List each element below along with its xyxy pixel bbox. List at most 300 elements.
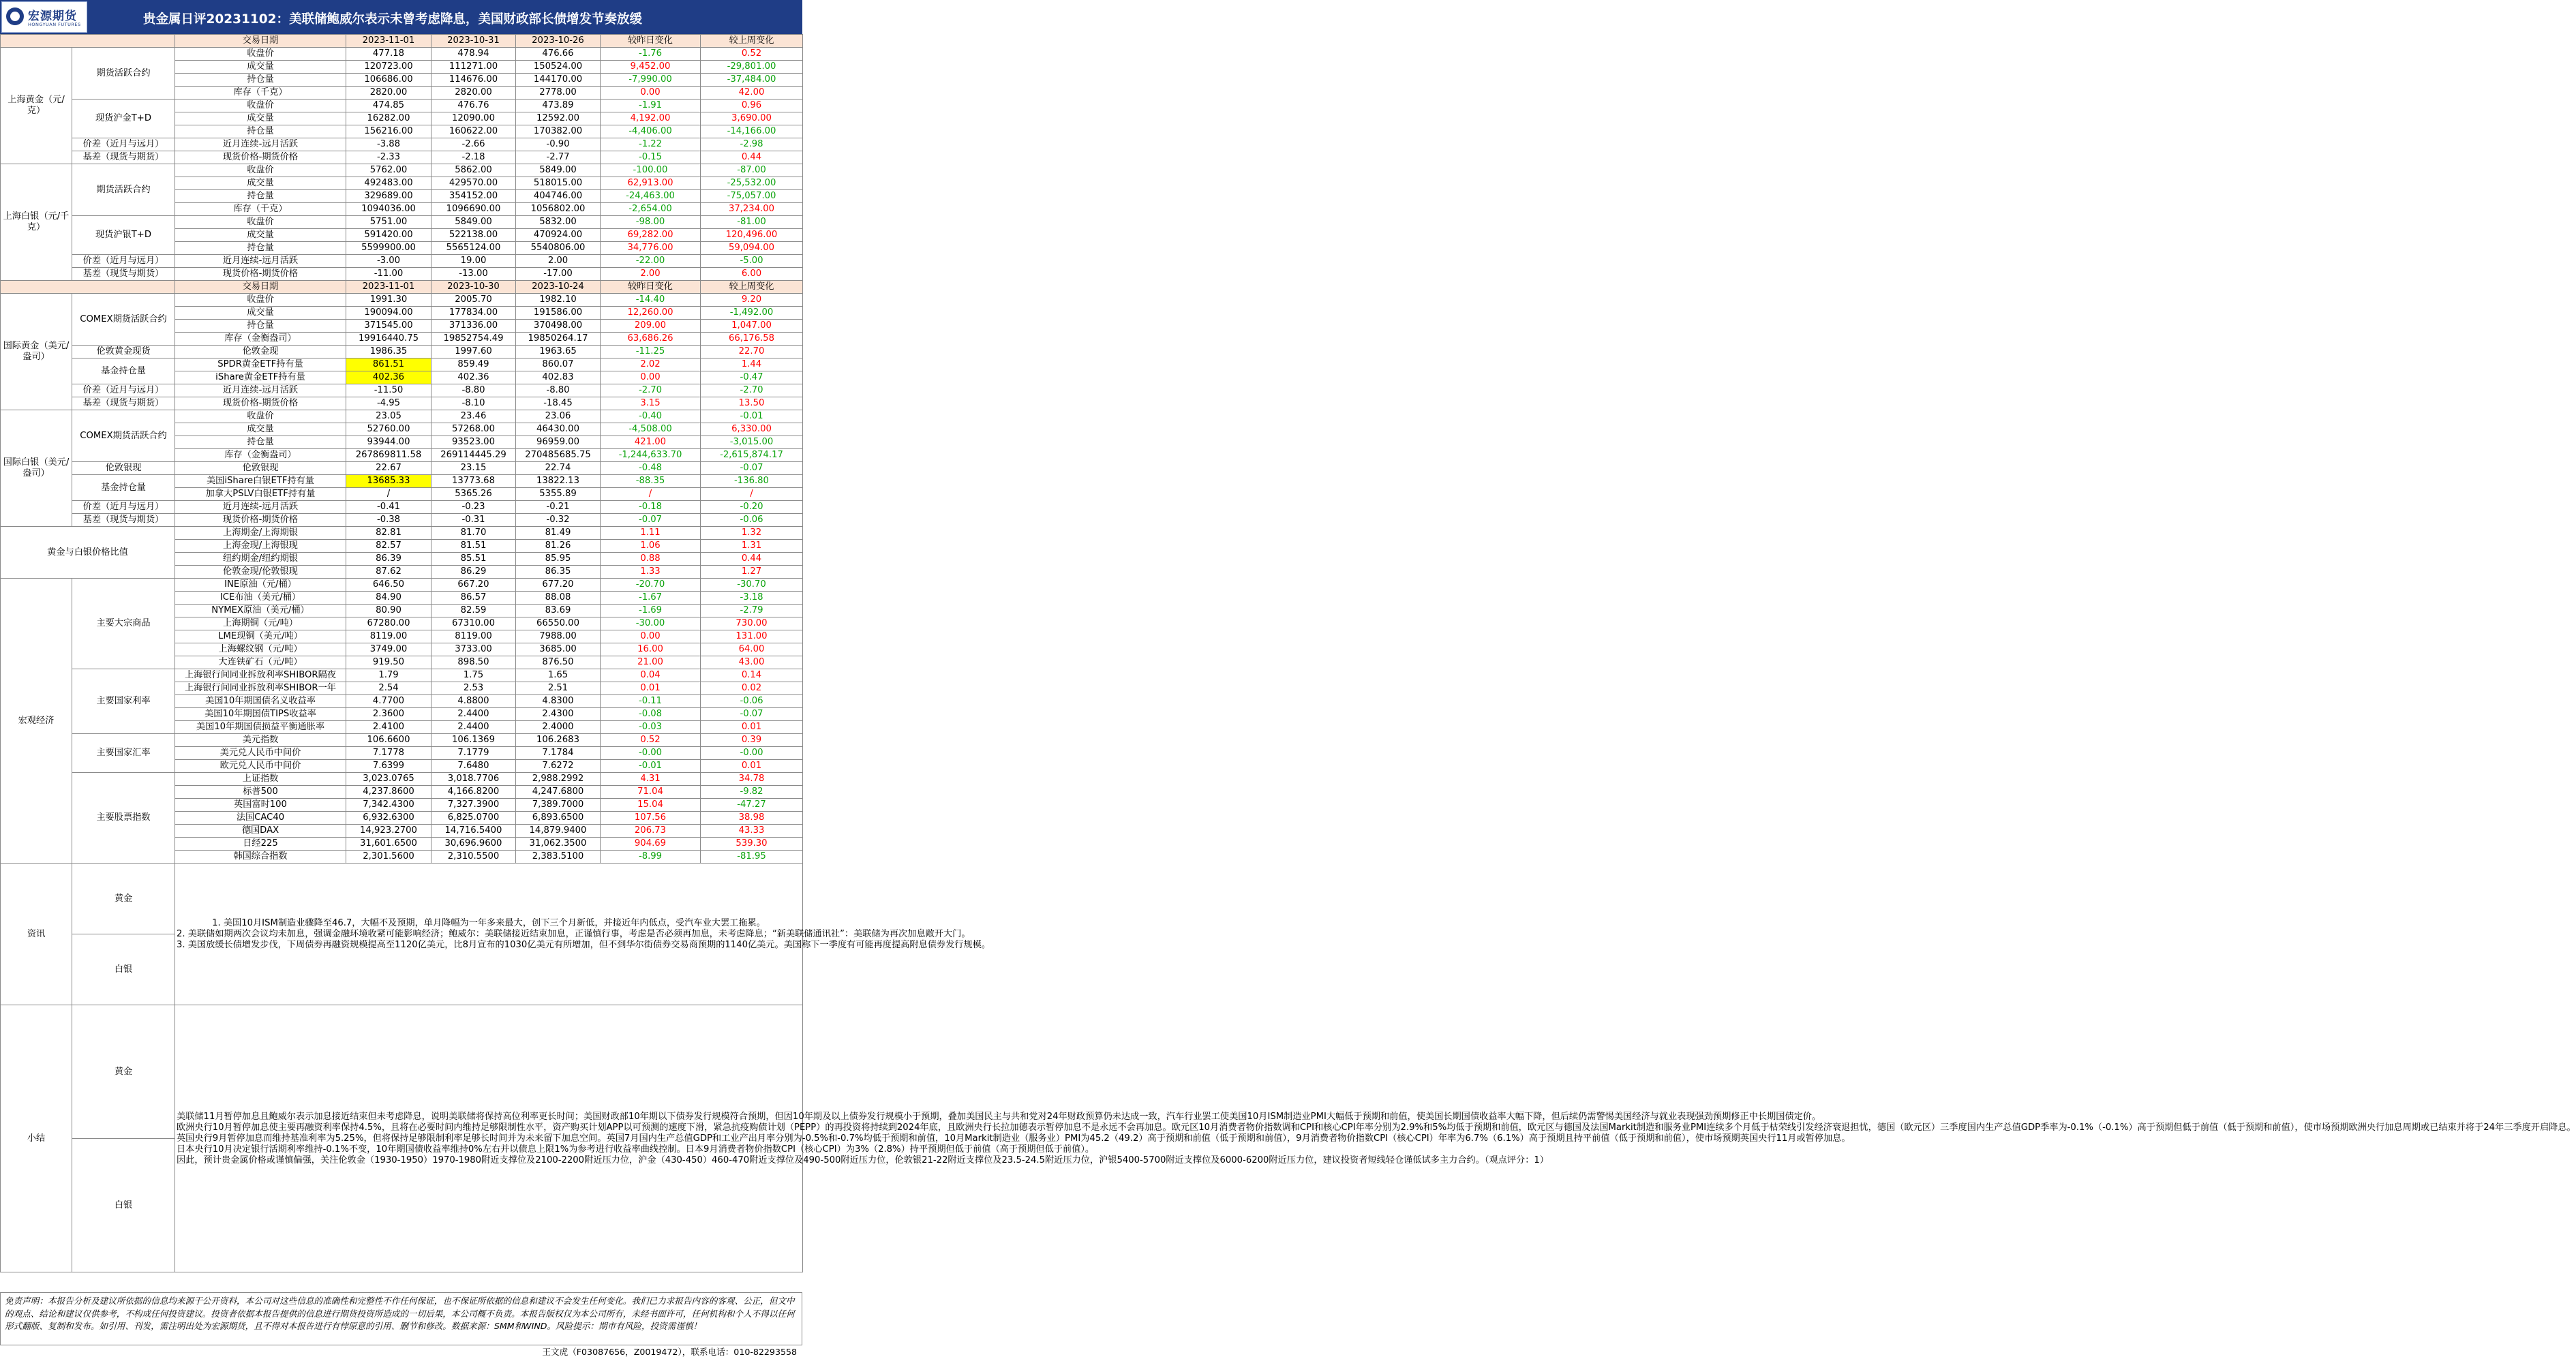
table-row — [1, 358, 803, 371]
value-d1: 402.36 — [346, 371, 431, 384]
subgroup-label: 价差（近月与远月） — [72, 501, 175, 514]
change-week: 43.33 — [701, 825, 803, 838]
news-row-gold — [1, 864, 803, 934]
subgroup-label: 基金持仓量 — [72, 358, 175, 384]
change-week: -3.18 — [701, 592, 803, 605]
value-d2: 7.6480 — [431, 760, 516, 773]
item-name: 德国DAX — [175, 825, 346, 838]
item-name: 持仓量 — [175, 242, 346, 255]
value-d2: 19.00 — [431, 255, 516, 268]
header-d1: 2023-11-01 — [346, 281, 431, 294]
subgroup-label: 主要国家汇率 — [72, 734, 175, 773]
value-d3: 81.49 — [516, 527, 601, 540]
item-name: 美国10年期国债TIPS收益率 — [175, 708, 346, 721]
value-d2: 898.50 — [431, 656, 516, 669]
value-d1: 31,601.6500 — [346, 838, 431, 851]
value-d1: 919.50 — [346, 656, 431, 669]
change-day: 4,192.00 — [601, 112, 701, 125]
value-d3: -0.90 — [516, 138, 601, 151]
change-week: -37,484.00 — [701, 74, 803, 87]
header-blank-cell — [1, 281, 175, 294]
value-d1: 2.3600 — [346, 708, 431, 721]
change-day: 62,913.00 — [601, 177, 701, 190]
value-d3: 7988.00 — [516, 630, 601, 643]
change-day: 71.04 — [601, 786, 701, 799]
change-week: 0.14 — [701, 669, 803, 682]
value-d3: 7.6272 — [516, 760, 601, 773]
value-d2: 14,716.5400 — [431, 825, 516, 838]
value-d3: 2778.00 — [516, 87, 601, 100]
change-week: 0.96 — [701, 100, 803, 112]
change-week: 1.31 — [701, 540, 803, 553]
value-d3: 6,893.6500 — [516, 812, 601, 825]
news-label: 资讯 — [1, 864, 72, 1005]
item-name: 成交量 — [175, 307, 346, 320]
subgroup-label: 期货活跃合约 — [72, 164, 175, 216]
change-week: 1.44 — [701, 358, 803, 371]
table-row — [1, 255, 803, 268]
item-name: 现货价格-期货价格 — [175, 514, 346, 527]
change-day: -1.69 — [601, 605, 701, 617]
value-d2: 7.1779 — [431, 747, 516, 760]
change-day: 1.11 — [601, 527, 701, 540]
value-d2: 5862.00 — [431, 164, 516, 177]
item-name: 现货价格-期货价格 — [175, 268, 346, 281]
value-d1: 5751.00 — [346, 216, 431, 229]
value-d1: 23.05 — [346, 410, 431, 423]
value-d3: 7,389.7000 — [516, 799, 601, 812]
change-week: 0.44 — [701, 151, 803, 164]
item-name: 收盘价 — [175, 164, 346, 177]
change-week: 3,690.00 — [701, 112, 803, 125]
change-day: -2,654.00 — [601, 203, 701, 216]
value-d3: 86.35 — [516, 566, 601, 579]
value-d3: 81.26 — [516, 540, 601, 553]
header-chg_week: 较上周变化 — [701, 35, 803, 48]
value-d3: 85.95 — [516, 553, 601, 566]
change-week: 34.78 — [701, 773, 803, 786]
table-row — [1, 138, 803, 151]
value-d2: 859.49 — [431, 358, 516, 371]
table-header-row — [1, 35, 803, 48]
value-d2: 2.4400 — [431, 708, 516, 721]
news-silver-label: 白银 — [72, 934, 175, 1005]
logo-name-cn: 宏源期货 — [28, 10, 77, 23]
table-row — [1, 48, 803, 61]
item-name: 持仓量 — [175, 436, 346, 449]
change-week: -2.70 — [701, 384, 803, 397]
value-d1: 16282.00 — [346, 112, 431, 125]
value-d2: 2820.00 — [431, 87, 516, 100]
value-d2: -2.66 — [431, 138, 516, 151]
value-d2: 2.53 — [431, 682, 516, 695]
subgroup-label: 基差（现货与期货） — [72, 151, 175, 164]
value-d2: 2.4400 — [431, 721, 516, 734]
item-name: 持仓量 — [175, 320, 346, 333]
change-day: 3.15 — [601, 397, 701, 410]
value-d3: -0.32 — [516, 514, 601, 527]
value-d3: 370498.00 — [516, 320, 601, 333]
value-d2: -8.10 — [431, 397, 516, 410]
change-day: 0.88 — [601, 553, 701, 566]
header-chg_week: 较上周变化 — [701, 281, 803, 294]
subgroup-label: 主要股票指数 — [72, 773, 175, 864]
value-d1: -11.50 — [346, 384, 431, 397]
value-d2: 23.15 — [431, 462, 516, 475]
subgroup-label: 主要国家利率 — [72, 669, 175, 734]
table-header-row — [1, 281, 803, 294]
value-d2: 57268.00 — [431, 423, 516, 436]
value-d1: 52760.00 — [346, 423, 431, 436]
value-d2: 371336.00 — [431, 320, 516, 333]
value-d3: 19850264.17 — [516, 333, 601, 346]
change-day: -0.11 — [601, 695, 701, 708]
summary-label: 小结 — [1, 1005, 72, 1272]
value-d1: 106686.00 — [346, 74, 431, 87]
change-week: -14,166.00 — [701, 125, 803, 138]
change-day: 904.69 — [601, 838, 701, 851]
header-chg_day: 较昨日变化 — [601, 35, 701, 48]
header-col_label: 交易日期 — [175, 281, 346, 294]
change-week: -3,015.00 — [701, 436, 803, 449]
value-d3: 5540806.00 — [516, 242, 601, 255]
value-d3: -8.80 — [516, 384, 601, 397]
table-row — [1, 669, 803, 682]
subgroup-label: 基差（现货与期货） — [72, 514, 175, 527]
header-d2: 2023-10-30 — [431, 281, 516, 294]
value-d1: 371545.00 — [346, 320, 431, 333]
value-d1: 156216.00 — [346, 125, 431, 138]
value-d1: 106.6600 — [346, 734, 431, 747]
change-week: -29,801.00 — [701, 61, 803, 74]
value-d1: 2.54 — [346, 682, 431, 695]
group-label: 宏观经济 — [1, 579, 72, 864]
value-d3: 191586.00 — [516, 307, 601, 320]
change-week: 0.39 — [701, 734, 803, 747]
group-label: 国际白银（美元/盎司） — [1, 410, 72, 527]
change-week: 1.27 — [701, 566, 803, 579]
change-day: 34,776.00 — [601, 242, 701, 255]
change-week: 1,047.00 — [701, 320, 803, 333]
value-d1: 22.67 — [346, 462, 431, 475]
value-d1: 7,342.4300 — [346, 799, 431, 812]
value-d1: 2,301.5600 — [346, 851, 431, 864]
change-week: 6.00 — [701, 268, 803, 281]
header-d3: 2023-10-24 — [516, 281, 601, 294]
change-week: 1.32 — [701, 527, 803, 540]
value-d1: 5599900.00 — [346, 242, 431, 255]
table-row — [1, 216, 803, 229]
change-day: 15.04 — [601, 799, 701, 812]
change-day: 9,452.00 — [601, 61, 701, 74]
value-d3: 404746.00 — [516, 190, 601, 203]
change-week: -81.00 — [701, 216, 803, 229]
table-row — [1, 527, 803, 540]
change-day: -8.99 — [601, 851, 701, 864]
item-name: 收盘价 — [175, 100, 346, 112]
header-d2: 2023-10-31 — [431, 35, 516, 48]
analyst-contact: 王文虎（F03087656，Z0019472），联系电话：010-82293558 — [542, 1347, 797, 1357]
value-d3: 5849.00 — [516, 164, 601, 177]
item-name: 上海螺纹钢（元/吨） — [175, 643, 346, 656]
item-name: 库存（金衡盎司） — [175, 333, 346, 346]
value-d1: 67280.00 — [346, 617, 431, 630]
value-d2: 1096690.00 — [431, 203, 516, 216]
value-d3: 22.74 — [516, 462, 601, 475]
value-d3: 1963.65 — [516, 346, 601, 358]
value-d2: 160622.00 — [431, 125, 516, 138]
value-d3: 150524.00 — [516, 61, 601, 74]
change-day: 0.00 — [601, 371, 701, 384]
value-d1: 13685.33 — [346, 475, 431, 488]
item-name: 近月连续-远月活跃 — [175, 384, 346, 397]
value-d1: / — [346, 488, 431, 501]
change-week: 730.00 — [701, 617, 803, 630]
item-name: 标普500 — [175, 786, 346, 799]
value-d2: 82.59 — [431, 605, 516, 617]
change-day: 4.31 — [601, 773, 701, 786]
change-week: 0.02 — [701, 682, 803, 695]
value-d3: 144170.00 — [516, 74, 601, 87]
subgroup-label: 价差（近月与远月） — [72, 384, 175, 397]
value-d3: 46430.00 — [516, 423, 601, 436]
value-d3: 1.65 — [516, 669, 601, 682]
change-day: 12,260.00 — [601, 307, 701, 320]
change-day: 0.00 — [601, 87, 701, 100]
table-row — [1, 397, 803, 410]
table-row — [1, 579, 803, 592]
value-d1: 646.50 — [346, 579, 431, 592]
value-d1: 2820.00 — [346, 87, 431, 100]
value-d2: 12090.00 — [431, 112, 516, 125]
value-d3: 2.51 — [516, 682, 601, 695]
item-name: 成交量 — [175, 423, 346, 436]
value-d2: 1.75 — [431, 669, 516, 682]
value-d2: 522138.00 — [431, 229, 516, 242]
header-blank-cell — [1, 35, 175, 48]
report-header — [0, 0, 802, 34]
value-d2: -13.00 — [431, 268, 516, 281]
value-d1: 4.7700 — [346, 695, 431, 708]
change-day: 209.00 — [601, 320, 701, 333]
value-d2: 2,310.5500 — [431, 851, 516, 864]
value-d1: 6,932.6300 — [346, 812, 431, 825]
change-week: -81.95 — [701, 851, 803, 864]
value-d3: 2,383.5100 — [516, 851, 601, 864]
value-d3: 12592.00 — [516, 112, 601, 125]
value-d3: 3685.00 — [516, 643, 601, 656]
change-day: -11.25 — [601, 346, 701, 358]
change-week: -9.82 — [701, 786, 803, 799]
item-name: 近月连续-远月活跃 — [175, 138, 346, 151]
summary-paragraph: 欧洲央行10月暂停加息使主要再融资利率保持4.5%，且将在必要时间内维持足够限制性水平，资产购买计划APP以可预测的速度下滑，紧急抗疫购债计划（PEPP）的再投资将持续到2024年底，且欧洲央行长拉加德表示暂停加息不是永远不会再加息。欧元区10月消费者物价指数调和CPI和核心CPI年率分别为2.9%和5%均低于预期和前值，欧元区与德国及法国Markit制造和服务业PMI连续多个月低于枯荣线引发经济衰退担忧，德国（欧元区）三季度国内生产总值GDP季率为-0.1%（-0.1%）高于预期但低于前值（低于预期和前值），使市场预期欧洲央行加息周期或已结束并将于24年三季度开启降息。 — [177, 1122, 2576, 1133]
value-d1: 82.81 — [346, 527, 431, 540]
company-logo — [1, 1, 87, 33]
value-d1: 80.90 — [346, 605, 431, 617]
change-week: 120,496.00 — [701, 229, 803, 242]
value-d3: 106.2683 — [516, 734, 601, 747]
value-d2: 1997.60 — [431, 346, 516, 358]
item-name: 持仓量 — [175, 190, 346, 203]
value-d3: 2.00 — [516, 255, 601, 268]
value-d2: 19852754.49 — [431, 333, 516, 346]
change-week: -2,615,874.17 — [701, 449, 803, 462]
value-d1: 1991.30 — [346, 294, 431, 307]
change-day: 63,686.26 — [601, 333, 701, 346]
change-day: -0.40 — [601, 410, 701, 423]
change-day: -1.67 — [601, 592, 701, 605]
item-name: 加拿大PSLV白银ETF持有量 — [175, 488, 346, 501]
change-day: / — [601, 488, 701, 501]
change-day: 0.00 — [601, 630, 701, 643]
value-d1: 190094.00 — [346, 307, 431, 320]
value-d2: 6,825.0700 — [431, 812, 516, 825]
change-day: -24,463.00 — [601, 190, 701, 203]
news-text — [175, 864, 991, 1005]
table-row — [1, 151, 803, 164]
value-d1: 8119.00 — [346, 630, 431, 643]
item-name: 上海银行间同业拆放利率SHIBOR一年 — [175, 682, 346, 695]
subgroup-label: 伦敦银现 — [72, 462, 175, 475]
item-name: 美国iShare白银ETF持有量 — [175, 475, 346, 488]
item-name: 收盘价 — [175, 410, 346, 423]
value-d1: -4.95 — [346, 397, 431, 410]
item-name: 伦敦金现 — [175, 346, 346, 358]
summary-silver-label: 白银 — [72, 1139, 175, 1272]
change-week: -87.00 — [701, 164, 803, 177]
change-week: 6,330.00 — [701, 423, 803, 436]
group-label: 上海白银（元/千克） — [1, 164, 72, 281]
data-table — [0, 34, 2576, 1272]
change-day: -1.91 — [601, 100, 701, 112]
value-d3: 473.89 — [516, 100, 601, 112]
item-name: 成交量 — [175, 112, 346, 125]
item-name: ICE布油（美元/桶） — [175, 592, 346, 605]
table-row — [1, 346, 803, 358]
change-week: -136.80 — [701, 475, 803, 488]
item-name: 韩国综合指数 — [175, 851, 346, 864]
value-d2: 5565124.00 — [431, 242, 516, 255]
value-d3: 66550.00 — [516, 617, 601, 630]
value-d3: -18.45 — [516, 397, 601, 410]
change-day: 421.00 — [601, 436, 701, 449]
change-week: 59,094.00 — [701, 242, 803, 255]
change-day: -0.00 — [601, 747, 701, 760]
change-day: -88.35 — [601, 475, 701, 488]
change-week: -47.27 — [701, 799, 803, 812]
value-d3: 1982.10 — [516, 294, 601, 307]
group-label: 上海黄金（元/克） — [1, 48, 72, 164]
value-d2: 85.51 — [431, 553, 516, 566]
change-week: 131.00 — [701, 630, 803, 643]
value-d3: 23.06 — [516, 410, 601, 423]
logo-mark-icon — [6, 7, 24, 25]
item-name: 上海银行间同业拆放利率SHIBOR隔夜 — [175, 669, 346, 682]
subgroup-label: COMEX期货活跃合约 — [72, 294, 175, 346]
value-d2: 269114445.29 — [431, 449, 516, 462]
change-day: -2.70 — [601, 384, 701, 397]
summary-paragraph: 美联储11月暂停加息且鲍威尔表示加息接近结束但未考虑降息，说明美联储将保持高位利率更长时间；美国财政部10年期以下债券发行规模符合预期，但因10年期及以上债券发行规模小于预期，叠加美国民主与共和党对24年财政预算仍未达成一致，汽车行业罢工使美国10月ISM制造业PMI大幅低于预期和前值，使美国长期国债收益率大幅下降，但后续仍需警惕美国经济与就业表现强劲预期修正中长期国债定价。 — [177, 1111, 1821, 1122]
value-d2: 5849.00 — [431, 216, 516, 229]
value-d1: 5762.00 — [346, 164, 431, 177]
value-d2: 3,018.7706 — [431, 773, 516, 786]
subgroup-label: 伦敦黄金现货 — [72, 346, 175, 358]
item-name: 美元兑人民币中间价 — [175, 747, 346, 760]
change-day: 1.33 — [601, 566, 701, 579]
change-day: -0.08 — [601, 708, 701, 721]
value-d1: 4,237.8600 — [346, 786, 431, 799]
item-name: 美国10年期国债名义收益率 — [175, 695, 346, 708]
value-d2: 114676.00 — [431, 74, 516, 87]
value-d2: 30,696.9600 — [431, 838, 516, 851]
change-week: -30.70 — [701, 579, 803, 592]
change-week: 37,234.00 — [701, 203, 803, 216]
change-week: -25,532.00 — [701, 177, 803, 190]
value-d1: 86.39 — [346, 553, 431, 566]
change-day: -22.00 — [601, 255, 701, 268]
news-item: 2. 美联储如期两次会议均未加息，强调金融环境收紧可能影响经济；鲍威尔：美联储接近结束加息，正谨慎行事，考虑是否必须再加息，未考虑降息；“新美联储通讯社”：美联储为再次加息敞开大门。 — [177, 928, 971, 939]
item-name: 欧元兑人民币中间价 — [175, 760, 346, 773]
table-row — [1, 773, 803, 786]
item-name: 近月连续-远月活跃 — [175, 501, 346, 514]
summary-gold-label: 黄金 — [72, 1005, 175, 1139]
change-week: -0.47 — [701, 371, 803, 384]
value-d1: 19916440.75 — [346, 333, 431, 346]
news-item: 1. 美国10月ISM制造业骤降至46.7，大幅不及预期，单月降幅为一年多来最大，创下三个月新低，并接近年内低点，受汽车业大罢工拖累。 — [212, 917, 766, 928]
value-d1: -0.41 — [346, 501, 431, 514]
value-d2: -0.31 — [431, 514, 516, 527]
change-day: -30.00 — [601, 617, 701, 630]
value-d1: 1094036.00 — [346, 203, 431, 216]
change-week: -0.07 — [701, 462, 803, 475]
table-row — [1, 100, 803, 112]
value-d3: 476.66 — [516, 48, 601, 61]
item-name: 成交量 — [175, 177, 346, 190]
change-day: -14.40 — [601, 294, 701, 307]
change-week: 0.01 — [701, 721, 803, 734]
change-day: 0.52 — [601, 734, 701, 747]
item-name: 库存（千克） — [175, 203, 346, 216]
summary-row-gold — [1, 1005, 803, 1139]
change-week: -0.01 — [701, 410, 803, 423]
value-d1: -0.38 — [346, 514, 431, 527]
table-row — [1, 384, 803, 397]
subgroup-label: 价差（近月与远月） — [72, 138, 175, 151]
table-row — [1, 501, 803, 514]
logo-name-en: HONGYUAN FUTURES — [28, 22, 81, 27]
value-d3: 470924.00 — [516, 229, 601, 242]
value-d2: 81.70 — [431, 527, 516, 540]
value-d2: 81.51 — [431, 540, 516, 553]
item-name: 伦敦银现 — [175, 462, 346, 475]
value-d2: 478.94 — [431, 48, 516, 61]
value-d1: 93944.00 — [346, 436, 431, 449]
value-d1: -2.33 — [346, 151, 431, 164]
value-d3: -17.00 — [516, 268, 601, 281]
change-day: 21.00 — [601, 656, 701, 669]
change-day: 69,282.00 — [601, 229, 701, 242]
change-day: -98.00 — [601, 216, 701, 229]
value-d3: 1056802.00 — [516, 203, 601, 216]
value-d1: 267869811.58 — [346, 449, 431, 462]
value-d2: 8119.00 — [431, 630, 516, 643]
item-name: 日经225 — [175, 838, 346, 851]
subgroup-label: 基金持仓量 — [72, 475, 175, 501]
item-name: SPDR黄金ETF持有量 — [175, 358, 346, 371]
value-d3: 270485685.75 — [516, 449, 601, 462]
change-day: 2.00 — [601, 268, 701, 281]
value-d2: 2005.70 — [431, 294, 516, 307]
